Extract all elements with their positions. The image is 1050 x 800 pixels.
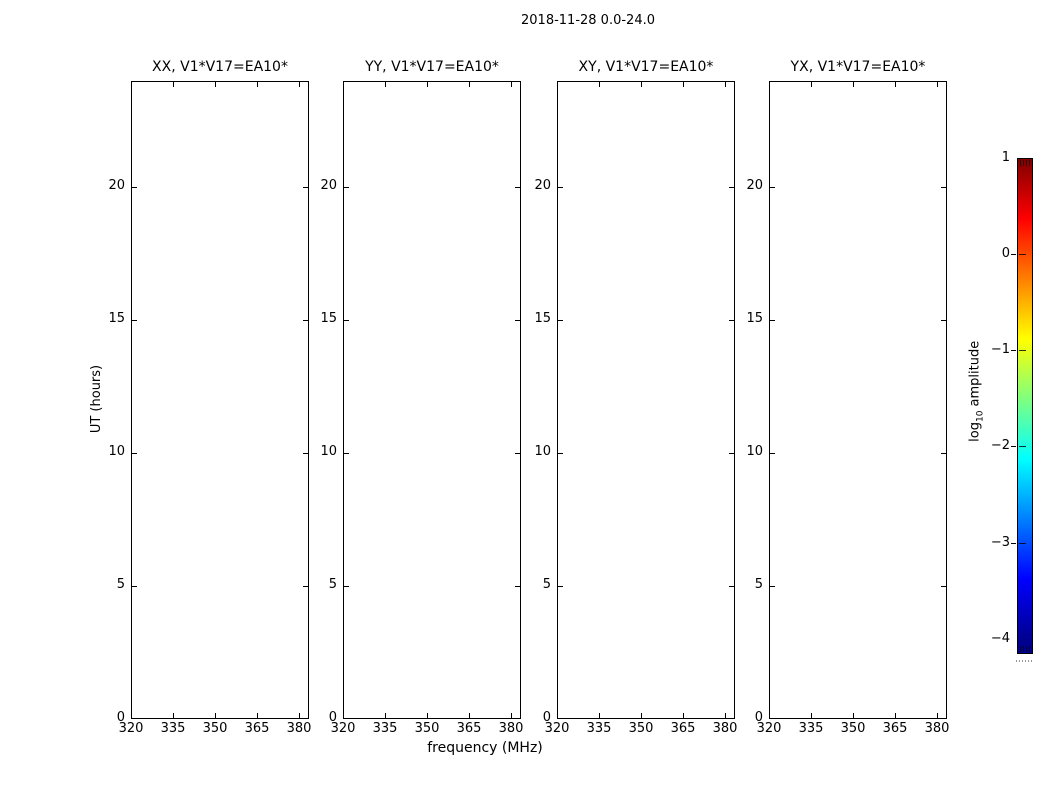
tick-mark — [469, 713, 470, 718]
x-axis-tick-label: 350 — [628, 721, 654, 736]
tick-mark — [641, 713, 642, 718]
tick-mark — [941, 453, 946, 454]
figure-title: 2018-11-28 0.0-24.0 — [521, 13, 655, 28]
tick-mark — [427, 82, 428, 87]
tick-mark — [558, 586, 563, 587]
tick-mark — [1011, 543, 1016, 544]
x-axis-tick-label: 380 — [498, 721, 524, 736]
tick-mark — [558, 187, 563, 188]
tick-mark — [385, 82, 386, 87]
tick-mark — [427, 713, 428, 718]
x-axis-tick-label: 335 — [798, 721, 824, 736]
y-axis-tick-label: 15 — [108, 311, 125, 326]
y-axis-tick-label: 0 — [754, 710, 763, 725]
tick-mark — [683, 713, 684, 718]
tick-mark — [299, 82, 300, 87]
tick-mark — [511, 82, 512, 87]
tick-mark — [811, 82, 812, 87]
colorbar-tick-label: −4 — [990, 631, 1010, 646]
tick-mark — [1011, 350, 1016, 351]
tick-mark — [811, 713, 812, 718]
y-axis-tick-label: 0 — [542, 710, 551, 725]
tick-mark — [558, 320, 563, 321]
colorbar-tick-label: −3 — [990, 535, 1010, 550]
y-axis-tick-label: 10 — [534, 444, 551, 459]
panel-title: YY, V1*V17=EA10* — [365, 59, 499, 75]
colorbar-label-subscript: 10 — [975, 410, 986, 423]
panel-yx — [746, 59, 950, 736]
tick-mark — [132, 453, 137, 454]
tick-mark — [770, 187, 775, 188]
tick-mark — [853, 713, 854, 718]
tick-mark — [132, 320, 137, 321]
tick-mark — [558, 453, 563, 454]
tick-mark — [344, 187, 349, 188]
y-axis-tick-label: 0 — [116, 710, 125, 725]
panel-yy — [320, 59, 524, 736]
x-axis-tick-label: 320 — [118, 721, 144, 736]
tick-mark — [1019, 254, 1026, 255]
y-axis-tick-label: 5 — [328, 577, 337, 592]
tick-mark — [941, 320, 946, 321]
tick-mark — [344, 453, 349, 454]
plot-area — [343, 81, 521, 719]
x-axis-tick-label: 335 — [372, 721, 398, 736]
tick-mark — [469, 82, 470, 87]
x-axis-tick-label: 380 — [924, 721, 950, 736]
colorbar-tick-label: −2 — [990, 438, 1010, 453]
x-axis-tick-label: 350 — [202, 721, 228, 736]
y-axis-tick-label: 20 — [108, 178, 125, 193]
tick-mark — [215, 82, 216, 87]
x-axis-tick-label: 320 — [330, 721, 356, 736]
panel-xy — [534, 59, 738, 736]
tick-mark — [1011, 254, 1016, 255]
x-axis-tick-label: 335 — [160, 721, 186, 736]
y-axis-tick-label: 10 — [108, 444, 125, 459]
colorbar-label-prefix: log — [967, 422, 983, 442]
y-axis-tick-label: 20 — [746, 178, 763, 193]
y-axis-tick-label: 0 — [328, 710, 337, 725]
tick-mark — [1019, 543, 1026, 544]
x-axis-label: frequency (MHz) — [427, 740, 543, 756]
plot-area — [557, 81, 735, 719]
x-axis-tick-label: 320 — [544, 721, 570, 736]
colorbar-tick-label: 1 — [1001, 150, 1010, 165]
y-axis-tick-label: 15 — [746, 311, 763, 326]
tick-mark — [770, 586, 775, 587]
x-axis-tick-label: 365 — [456, 721, 482, 736]
x-axis-tick-label: 380 — [712, 721, 738, 736]
y-axis-tick-label: 5 — [754, 577, 763, 592]
y-axis-label: UT (hours) — [89, 364, 104, 434]
tick-mark — [173, 713, 174, 718]
colorbar-tick-label: 0 — [1001, 246, 1010, 261]
panel-title: YX, V1*V17=EA10* — [790, 59, 926, 75]
x-axis-tick-label: 320 — [756, 721, 782, 736]
x-axis-tick-label: 350 — [840, 721, 866, 736]
tick-mark — [257, 713, 258, 718]
tick-mark — [1019, 446, 1026, 447]
x-axis-tick-label: 350 — [414, 721, 440, 736]
tick-mark — [1019, 350, 1026, 351]
plot-area — [131, 81, 309, 719]
tick-mark — [853, 82, 854, 87]
x-axis-tick-label: 365 — [670, 721, 696, 736]
tick-mark — [599, 82, 600, 87]
colorbar-label — [968, 326, 989, 456]
y-axis-tick-label: 5 — [116, 577, 125, 592]
tick-mark — [132, 586, 137, 587]
tick-mark — [725, 82, 726, 87]
tick-mark — [132, 187, 137, 188]
tick-mark — [1011, 446, 1016, 447]
y-axis-tick-label: 20 — [534, 178, 551, 193]
tick-mark — [344, 586, 349, 587]
colorbar-bottom-ticks — [1020, 646, 1030, 652]
tick-mark — [344, 320, 349, 321]
tick-mark — [683, 82, 684, 87]
tick-mark — [941, 586, 946, 587]
panel-xx — [108, 59, 312, 736]
colorbar-label-suffix: amplitude — [967, 340, 983, 411]
tick-mark — [257, 82, 258, 87]
panel-title: XY, V1*V17=EA10* — [578, 59, 714, 75]
y-axis-tick-label: 10 — [746, 444, 763, 459]
x-axis-tick-label: 365 — [882, 721, 908, 736]
tick-mark — [770, 320, 775, 321]
tick-mark — [941, 187, 946, 188]
plot-area — [769, 81, 947, 719]
tick-mark — [173, 82, 174, 87]
y-axis-tick-label: 5 — [542, 577, 551, 592]
tick-mark — [641, 82, 642, 87]
tick-mark — [385, 713, 386, 718]
x-axis-tick-label: 365 — [244, 721, 270, 736]
y-axis-tick-label: 15 — [534, 311, 551, 326]
colorbar-top-ticks — [1020, 160, 1030, 166]
tick-mark — [937, 713, 938, 718]
colorbar-gradient — [1017, 158, 1033, 654]
y-axis-tick-label: 15 — [320, 311, 337, 326]
colorbar-dots — [1016, 660, 1034, 662]
x-axis-tick-label: 335 — [586, 721, 612, 736]
y-axis-tick-label: 10 — [320, 444, 337, 459]
x-axis-tick-label: 380 — [286, 721, 312, 736]
tick-mark — [895, 82, 896, 87]
tick-mark — [770, 453, 775, 454]
colorbar-tick-label: −1 — [990, 342, 1010, 357]
tick-mark — [937, 82, 938, 87]
panel-title: XX, V1*V17=EA10* — [152, 59, 288, 75]
tick-mark — [895, 713, 896, 718]
y-axis-tick-label: 20 — [320, 178, 337, 193]
tick-mark — [599, 713, 600, 718]
tick-mark — [215, 713, 216, 718]
